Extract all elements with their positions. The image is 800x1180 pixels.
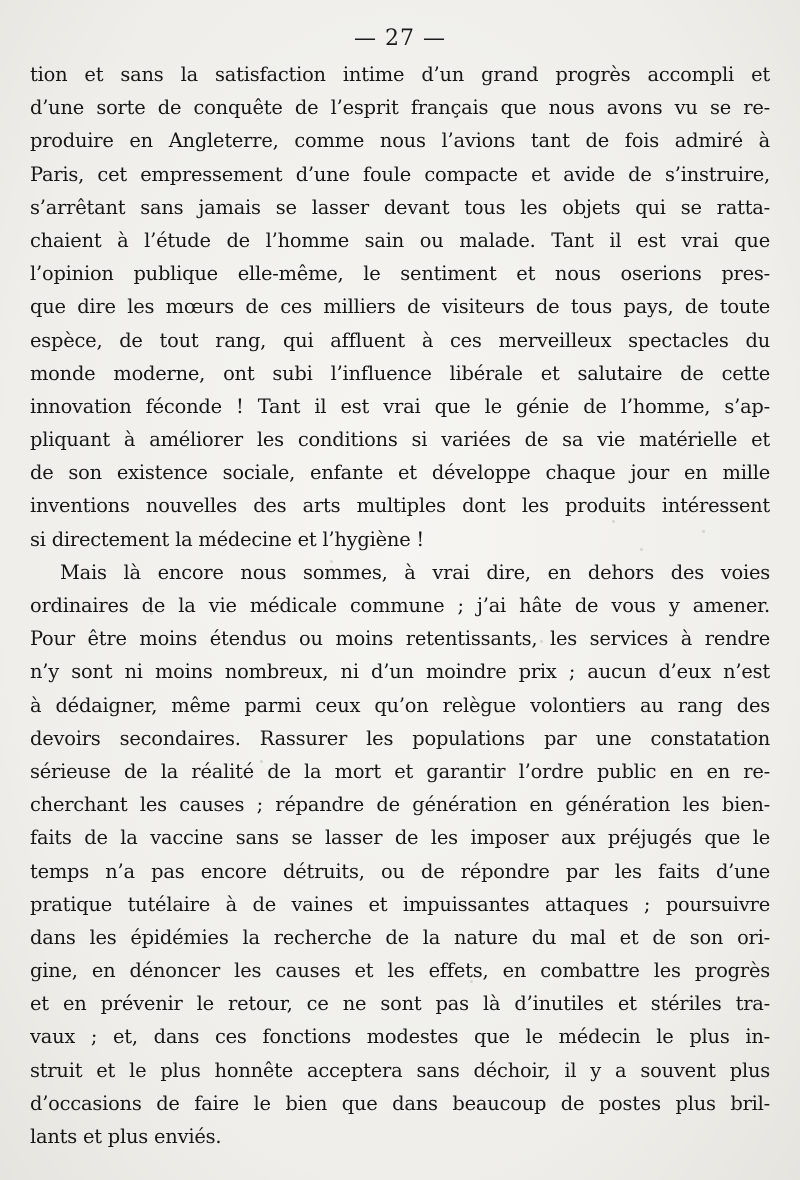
text-line: struit et le plus honnête acceptera sans déchoir, il y a souvent plus [30,1058,770,1082]
text-line: tion et sans la satisfaction intime d’un grand progrès accompli et [30,63,770,86]
text-line: l’opinion publique elle-même, le sentiment et nous oserions pres- [30,262,770,286]
text-line: pratique tutélaire à de vaines et impuissantes attaques ; poursuivre [30,892,770,916]
paper-speck [150,612,153,615]
paper-speck [420,870,423,873]
text-line: sérieuse de la réalité de la mort et garantir l’ordre public en en re- [30,759,770,783]
text-line: et en prévenir le retour, ce ne sont pas là d’inutiles et stériles tra- [30,992,770,1016]
paper-speck [720,900,723,903]
paragraph-2 [30,556,770,1153]
paper-speck [612,520,615,523]
text-line: dans les épidémies la recherche de la nature du mal et de son ori- [30,925,770,949]
paper-speck [90,808,93,811]
text-line: n’y sont ni moins nombreux, ni d’un moindre prix ; aucun d’eux n’est [30,660,770,684]
text-line: Mais là encore nous sommes, à vrai dire, en dehors des voies [60,560,770,584]
text-line: espèce, de tout rang, qui affluent à ces merveilleux spectacles du [30,328,770,352]
text-line: vaux ; et, dans ces fonctions modestes que le médecin le plus in- [30,1025,770,1049]
body-text [30,58,770,1153]
text-line: si directement la médecine et l’hygiène ! [30,527,425,551]
paper-speck [540,640,543,643]
text-line: gine, en dénoncer les causes et les effets, en combattre les progrès [30,959,770,983]
text-line: Pour être moins étendus ou moins retentissants, les services à rendre [30,627,770,651]
text-line: s’arrêtant sans jamais se lasser devant tous les objets qui se ratta- [30,195,770,219]
paper-speck [470,980,473,983]
paper-speck [640,548,643,551]
paper-speck [690,470,693,473]
text-line: temps n’a pas encore détruits, ou de répondre par les faits d’une [30,859,770,883]
text-line: pliquant à améliorer les conditions si variées de sa vie matérielle et [30,428,770,452]
text-line: lants et plus enviés. [30,1125,222,1148]
text-line: innovation féconde ! Tant il est vrai que le génie de l’homme, s’ap- [30,394,770,418]
text-line: faits de la vaccine sans se lasser de les imposer aux préjugés que le [30,826,770,850]
text-line: d’une sorte de conquête de l’esprit français que nous avons vu se re- [30,96,770,120]
text-line: devoirs secondaires. Rassurer les populations par une constatation [30,726,770,750]
paper-speck [330,560,333,563]
text-line: monde moderne, ont subi l’influence libérale et salutaire de cette [30,361,770,385]
text-line: inventions nouvelles des arts multiples dont les produits intéressent [30,494,770,518]
text-line: de son existence sociale, enfante et développe chaque jour en mille [30,461,770,485]
text-line: produire en Angleterre, comme nous l’avions tant de fois admiré à [30,129,770,153]
text-line: chaient à l’étude de l’homme sain ou malade. Tant il est vrai que [30,228,770,252]
paper-speck [260,760,263,763]
paragraph-1 [30,58,770,556]
text-line: cherchant les causes ; répandre de génération en génération les bien- [30,793,770,817]
page-number: — 27 — [354,26,446,51]
text-line: ordinaires de la vie médicale commune ; j’ai hâte de vous y amener. [30,594,770,617]
text-line: à dédaigner, même parmi ceux qu’on relègue volontiers au rang des [30,693,770,717]
paper-speck [702,530,705,533]
text-line: que dire les mœurs de ces milliers de visiteurs de tous pays, de toute [30,295,770,319]
text-line: d’occasions de faire le bien que dans beaucoup de postes plus bril- [30,1091,770,1115]
text-line: Paris, cet empressement d’une foule compacte et avide de s’instruire, [30,162,770,186]
